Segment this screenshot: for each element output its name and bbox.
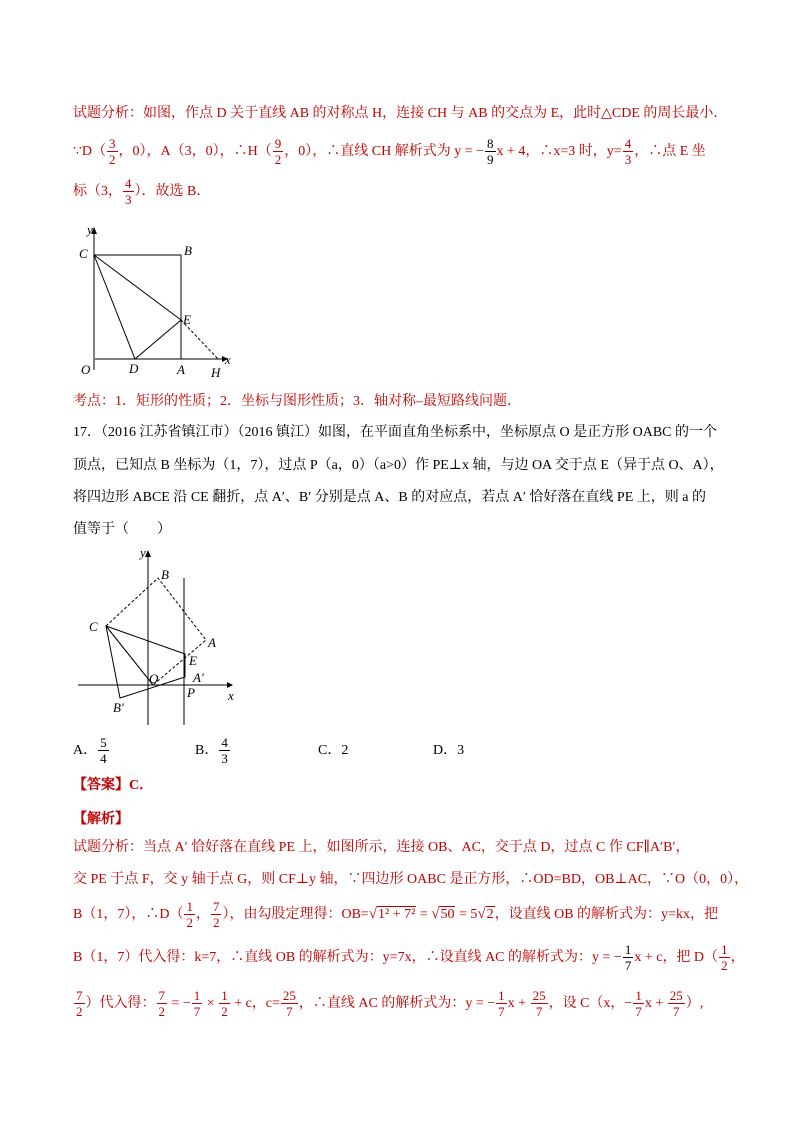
question-17-line-2: 顶点，已知点 B 坐标为（1，7），过点 P（a，0）（a>0）作 PE⊥x 轴，与边 OA 交于点 E（异于点 O、A）， — [73, 458, 724, 473]
option-d: D．3 — [433, 743, 465, 758]
solution-line-2: 交 PE 于点 F，交 y 轴于点 G，则 CF⊥y 轴，∵四边形 OABC 是正方形，∴OD=BD，OB⊥AC，∵O（0，0）， — [73, 872, 749, 887]
rectangle-oabc — [94, 255, 181, 359]
label-x: x — [225, 352, 231, 367]
label-b: B — [184, 243, 192, 258]
option-a: A． $\frac{5}{4}$ — [73, 735, 107, 767]
label-c: C — [89, 619, 98, 634]
question-17-line-1: 17．（2016 江苏省镇江市）（2016 镇江）如图，在平面直角坐标系中，坐标原点 O 是正方形 OABC 的一个 — [73, 425, 718, 440]
option-c: C．2 — [318, 743, 349, 758]
option-b: B． $\frac{4}{3}$ — [195, 735, 228, 767]
jiexi-heading: 【解析】 — [73, 812, 129, 827]
folded-quadrilateral — [106, 626, 185, 698]
solution-line-3: B（1，7），∴D（ $\frac{1}{2}$ ， $\frac{7}{2}$ ），由勾股定理得：OB=√1² + 7² = √50 = 5√2，设直线 OB 的解析式为：y=kx，把 — [73, 899, 718, 931]
label-o: O — [149, 671, 159, 686]
label-e: E — [183, 312, 191, 327]
figure-rectangle-reflection — [73, 222, 243, 382]
label-a-prime: A′ — [193, 670, 204, 685]
label-y: y — [87, 222, 93, 237]
solution-line-4: B（1，7）代入得：k=7，∴直线 OB 的解析式为：y=7x，∴设直线 AC 的解析式为：y = − $\frac{1}{7}$ x + c，把 D（ $\frac{1}{2}$ ， — [73, 942, 745, 974]
triangle-cde — [94, 255, 181, 359]
question-17-line-4: 值等于（ ） — [73, 522, 171, 537]
analysis-line-3: 标（3， $\frac{4}{3}$ ）．故选 B． — [73, 176, 211, 208]
answer-line: 【答案】C． — [73, 778, 154, 793]
analysis-line-1: 试题分析：如图，作点 D 关于直线 AB 的对称点 H，连接 CH 与 AB 的交点为 E，此时△CDE 的周长最小． — [73, 106, 728, 121]
label-p: P — [187, 685, 195, 700]
label-a: A — [208, 635, 216, 650]
label-y: y — [140, 545, 146, 560]
label-h: H — [211, 365, 221, 380]
options-row — [73, 731, 733, 771]
question-17-line-3: 将四边形 ABCE 沿 CE 翻折，点 A′、B′ 分别是点 A、B 的对应点，若点 A′ 恰好落在直线 PE 上，则 a 的 — [73, 490, 706, 505]
kaodian-line: 考点：1．矩形的性质；2．坐标与图形性质；3．轴对称–最短路线问题． — [73, 394, 521, 409]
solution-line-1: 试题分析：当点 A′ 恰好落在直线 PE 上，如图所示，连接 OB、AC，交于点 D，过点 C 作 CF∥A′B′， — [73, 840, 690, 855]
y-axis-arrow — [145, 550, 151, 557]
solution-line-5: $\frac{7}{2}$ ）代入得： $\frac{7}{2}$ = − $\frac{1}{7}$ × $\frac{1}{2}$ + c，c= $\frac{25}{7}$ ，∴直线 AC 的解析式为：y = − $\frac{1}{7}$ x + $\frac{25}{7}$ ，设 C（x，− $\frac{1}{7}$ x + $\frac{25}{7}$ ）, — [76, 988, 704, 1020]
label-b-prime: B′ — [113, 700, 124, 715]
label-a: A — [177, 362, 185, 377]
label-c: C — [79, 246, 88, 261]
figure-square-fold — [73, 545, 248, 730]
label-e: E — [189, 653, 197, 668]
label-b: B — [161, 567, 169, 582]
label-d: D — [129, 361, 139, 376]
analysis-line-2: ∵D（ $\frac{3}{2}$ ，0），A（3，0），∴H（ $\frac{9}{2}$ ，0），∴直线 CH 解析式为 y = − $\frac{8}{9}$ x + 4，∴x=3 时，y= $\frac{4}{3}$ ，∴点 E 坐 — [73, 136, 706, 168]
label-o: O — [81, 362, 91, 377]
label-x: x — [228, 688, 234, 703]
